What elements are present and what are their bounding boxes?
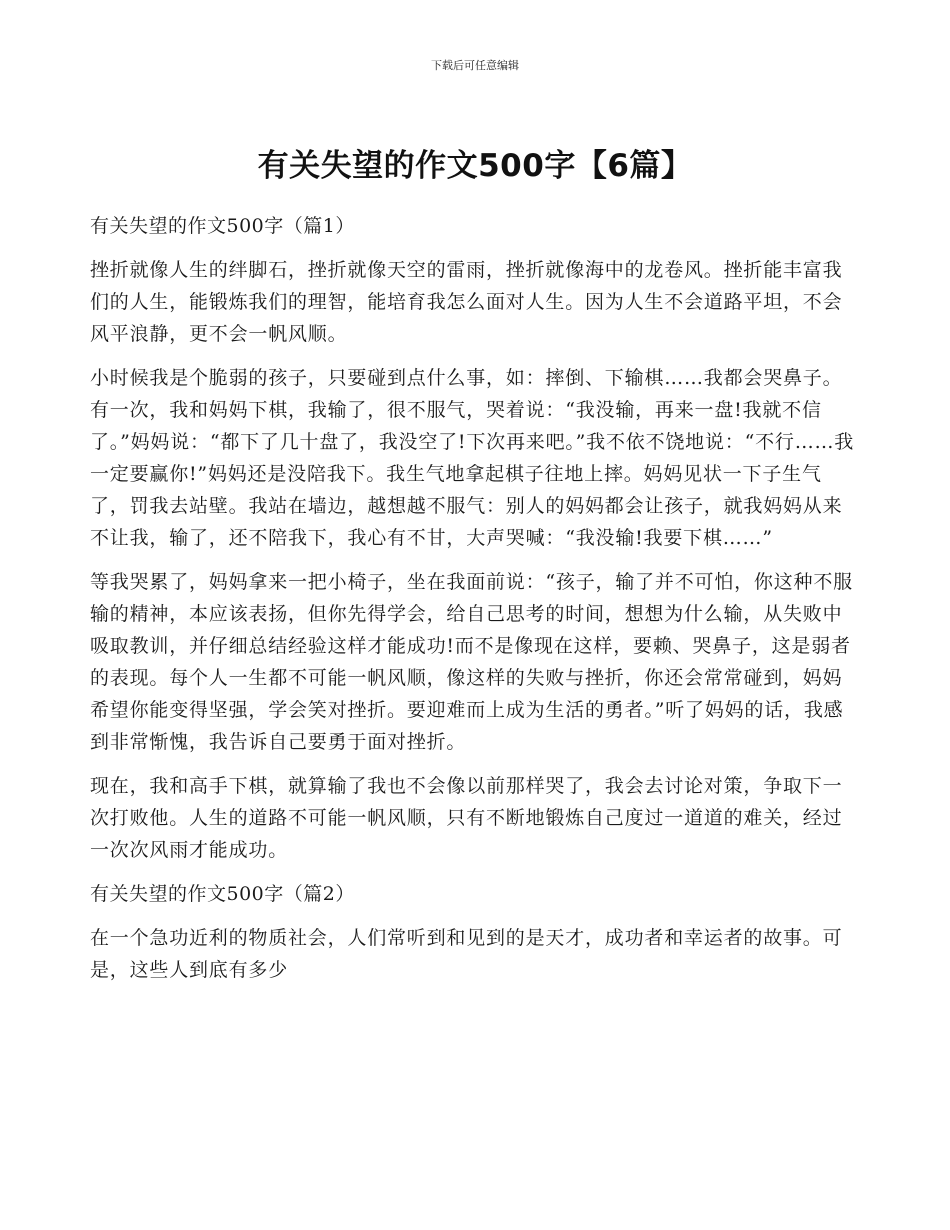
paragraph: 现在，我和高手下棋，就算输了我也不会像以前那样哭了，我会去讨论对策，争取下一次打败他。人生的道路不可能一帆风顺，只有不断地锻炼自己度过一道道的难关，经过一次次风雨才能成功。 <box>90 775 843 861</box>
document-body <box>90 210 860 998</box>
paragraph: 在一个急功近利的物质社会，人们常听到和见到的是天才，成功者和幸运者的故事。可是，这些人到底有多少 <box>90 927 843 981</box>
paragraph: 等我哭累了，妈妈拿来一把小椅子，坐在我面前说：“孩子，输了并不可怕，你这种不服输的精神，本应该表扬，但你先得学会，给自己思考的时间，想想为什么输，从失败中吸取教训，并仔细总结经验这样才能成功!而不是像现在这样，要赖、哭鼻子，这是弱者的表现。每个人一生都不可能一帆风顺，像这样的失败与挫折，你还会常常碰到，妈妈希望你能变得坚强，学会笑对挫折。要迎难而上成为生活的勇者。”听了妈妈的话，我感到非常惭愧，我告诉自己要勇于面对挫折。 <box>90 571 853 753</box>
header-note: 下载后可任意编辑 <box>431 59 519 72</box>
section-heading: 有关失望的作文500字（篇1） <box>90 215 355 237</box>
paragraph: 小时候我是个脆弱的孩子，只要碰到点什么事，如：摔倒、下输棋……我都会哭鼻子。有一次，我和妈妈下棋，我输了，很不服气，哭着说：“我没输，再来一盘!我就不信了。”妈妈说：“都下了几十盘了，我没空了!下次再来吧。”我不依不饶地说：“不行……我一定要赢你!”妈妈还是没陪我下。我生气地拿起棋子往地上摔。妈妈见状一下子生气了，罚我去站壁。我站在墙边，越想越不服气：别人的妈妈都会让孩子，就我妈妈从来不让我，输了，还不陪我下，我心有不甘，大声哭喊：“我没输!我要下棋……” <box>90 367 855 549</box>
document-title: 有关失望的作文500字【6篇】 <box>257 148 693 184</box>
section-heading: 有关失望的作文500字（篇2） <box>90 883 355 905</box>
paragraph: 挫折就像人生的绊脚石，挫折就像天空的雷雨，挫折就像海中的龙卷风。挫折能丰富我们的人生，能锻炼我们的理智，能培育我怎么面对人生。因为人生不会道路平坦，不会风平浪静，更不会一帆风顺。 <box>90 259 843 345</box>
